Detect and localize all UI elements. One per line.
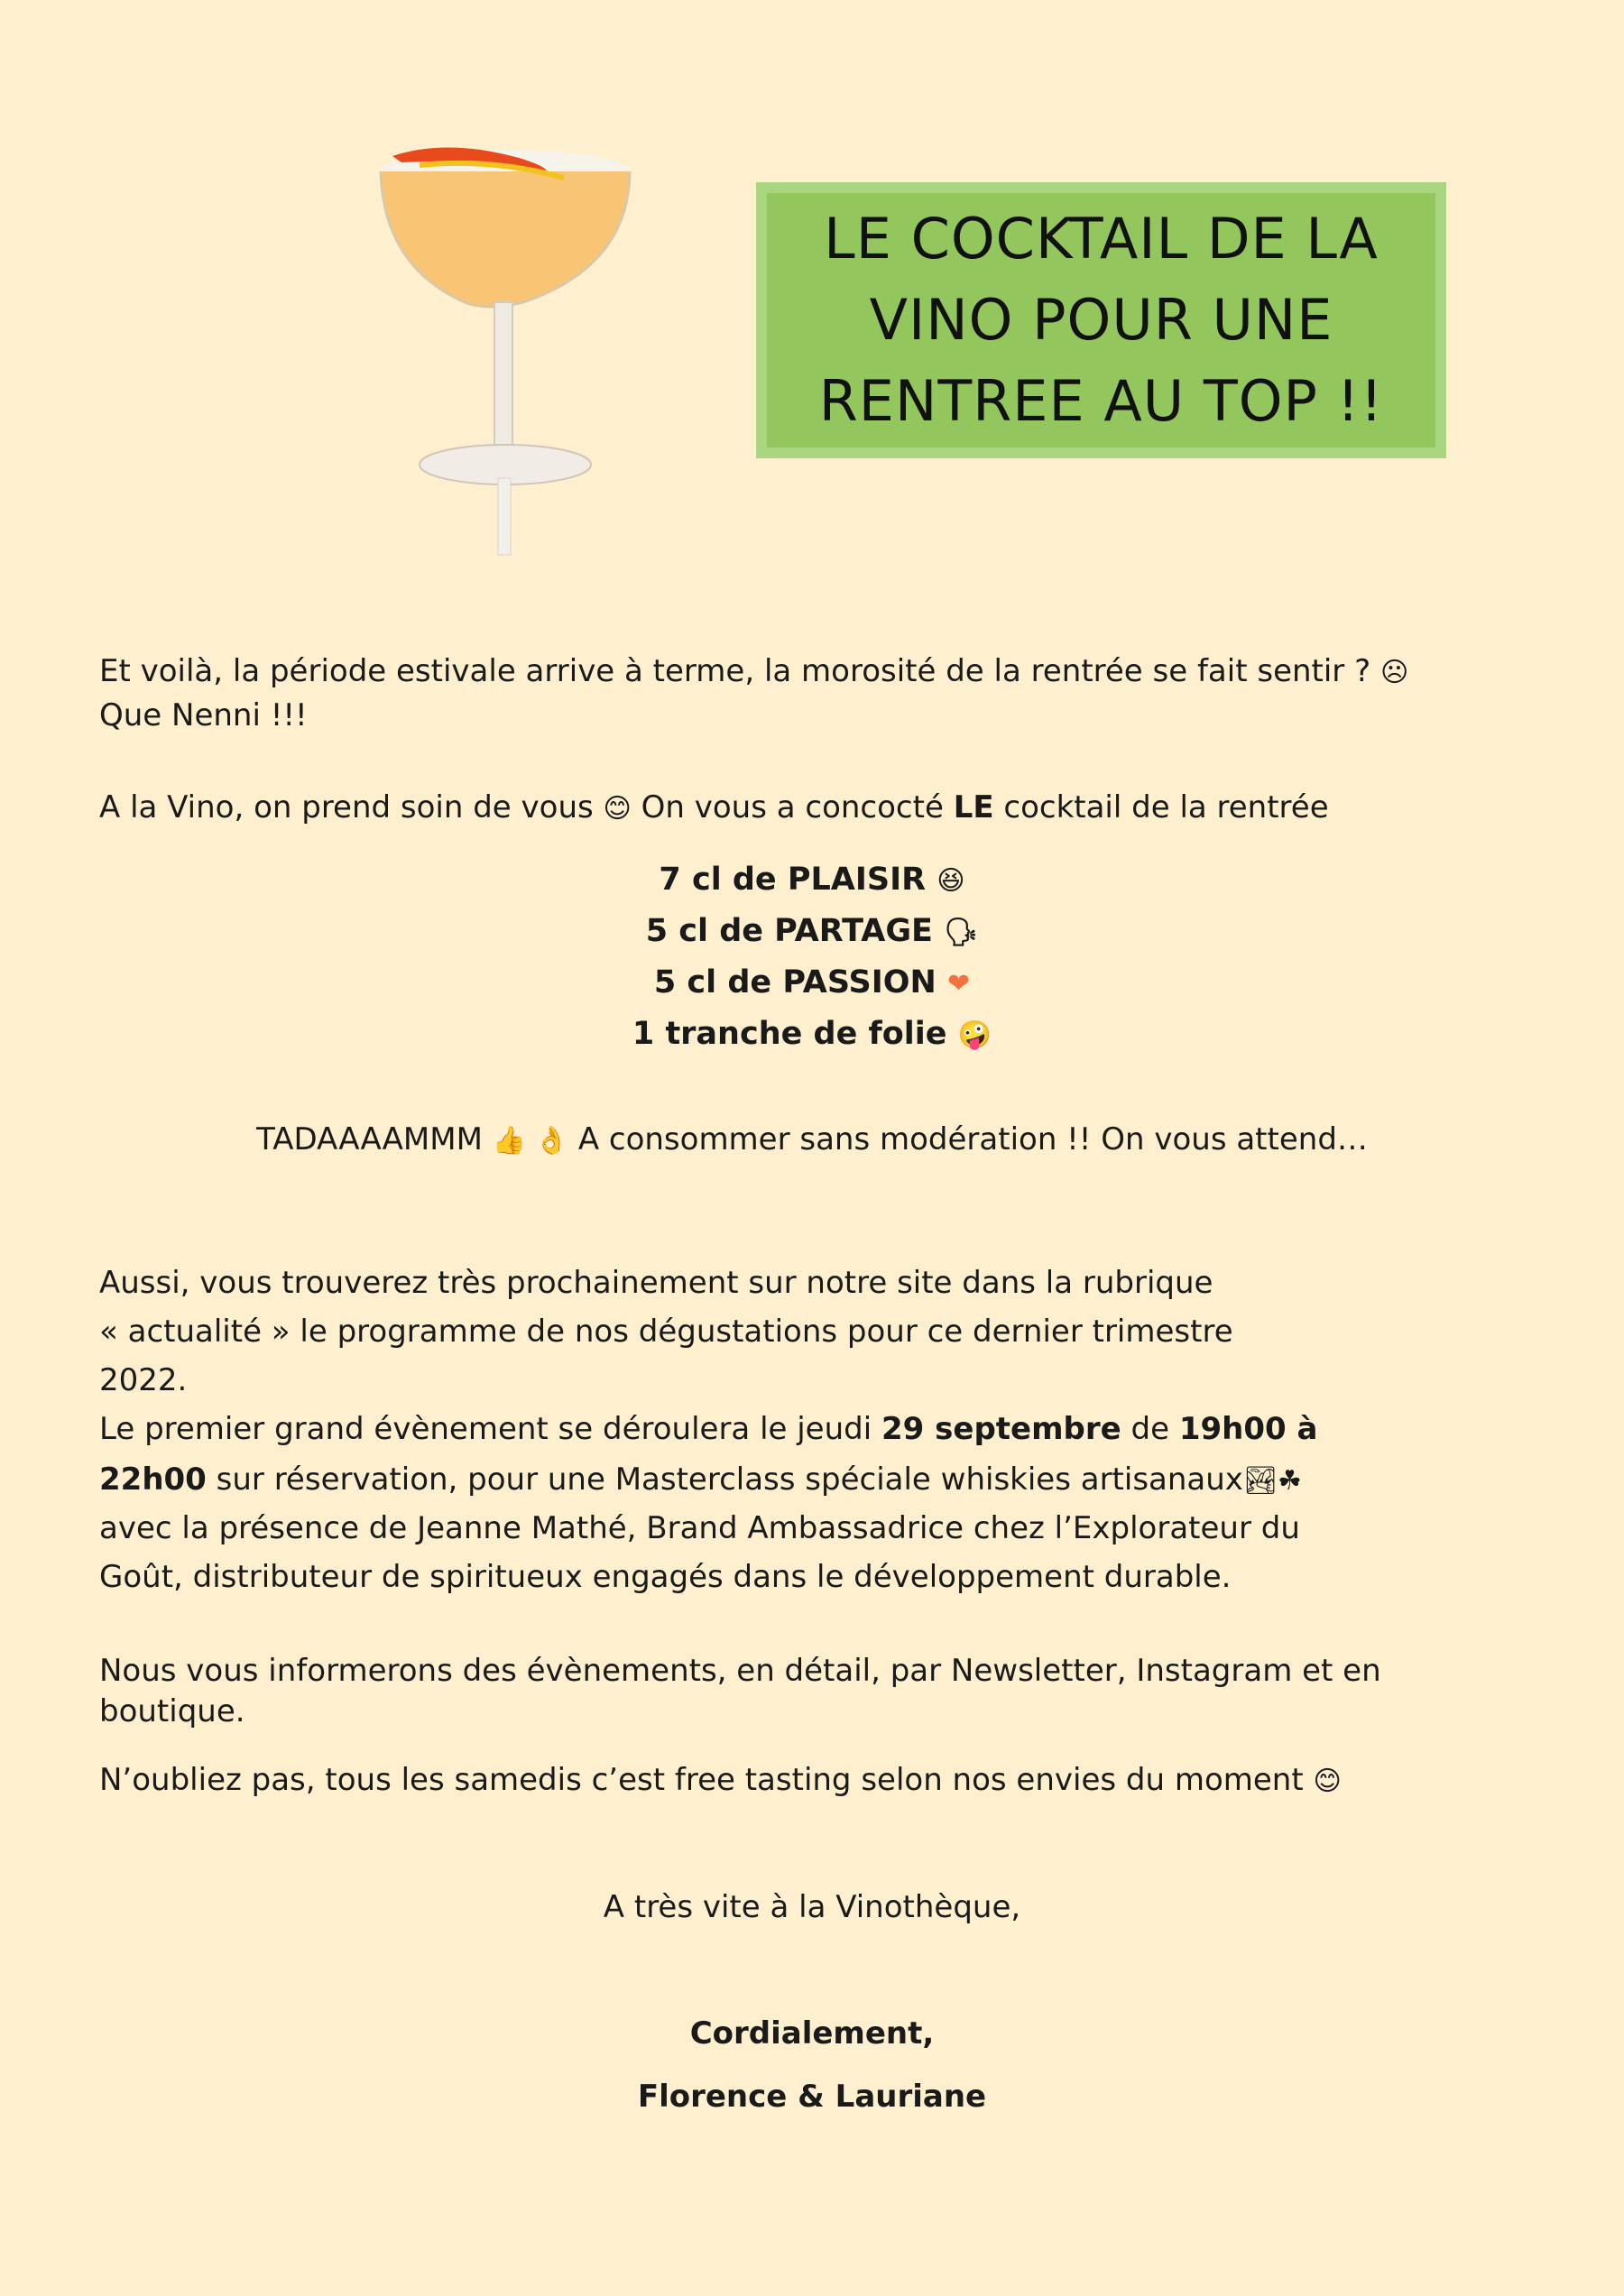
inform-line-2: boutique. xyxy=(99,1693,245,1729)
inform-line-1: Nous vous informerons des évènements, en détail, par Newsletter, Instagram et en xyxy=(99,1653,1381,1689)
saturday-line: N’oubliez pas, tous les samedis c’est free tasting selon nos envies du moment 😊 xyxy=(99,1757,1529,1805)
smile-icon: 😊 xyxy=(1313,1766,1342,1797)
intro-line-1: Et voilà, la période estivale arrive à terme, la morosité de la rentrée se fait sentir ? ☹ xyxy=(99,648,1529,696)
laughing-face-icon: 😆 xyxy=(937,864,965,897)
thumbs-ok-icons: 👍 👌 xyxy=(492,1125,568,1157)
event-line-3: 2022. xyxy=(99,1362,188,1398)
ingredient-3: 5 cl de PASSION ❤ xyxy=(653,964,971,1000)
speaking-head-icon: 🗣 xyxy=(944,916,979,948)
zany-face-icon: 🤪 xyxy=(957,1019,992,1051)
ingredient-2: 5 cl de PARTAGE 🗣 xyxy=(645,913,979,949)
sad-face-icon: ☹ xyxy=(1379,657,1409,688)
heart-icon: ❤ xyxy=(946,967,971,1000)
event-line-7: Goût, distributeur de spiritueux engagés dans le développement durable. xyxy=(99,1559,1232,1595)
event-line-5: 22h00 sur réservation, pour une Masterclass spéciale whiskies artisanaux🏞☘ xyxy=(99,1456,1529,1505)
intro-line-2: Que Nenni !!! xyxy=(99,697,308,733)
page-title: LE COCKTAIL DE LA VINO POUR UNE RENTREE AU TOP !! xyxy=(818,206,1384,434)
ingredient-1: 7 cl de PLAISIR 😆 xyxy=(659,862,965,898)
signature-line: Florence & Lauriane xyxy=(637,2079,987,2115)
event-line-6: avec la présence de Jeanne Mathé, Brand Ambassadrice chez l’Explorateur du xyxy=(99,1510,1300,1546)
care-line: A la Vino, on prend soin de vous 😊 On vous a concocté LE cocktail de la rentrée xyxy=(99,784,1529,833)
event-line-1: Aussi, vous trouverez très prochainement sur notre site dans la rubrique xyxy=(99,1265,1213,1301)
event-line-2: « actualité » le programme de nos dégustations pour ce dernier trimestre xyxy=(99,1314,1233,1350)
event-line-4: Le premier grand évènement se déroulera le jeudi 29 septembre de 19h00 à xyxy=(99,1411,1318,1447)
regards-line: Cordialement, xyxy=(689,2015,935,2052)
ingredient-4: 1 tranche de folie 🤪 xyxy=(632,1016,992,1052)
title-banner xyxy=(756,182,1446,458)
smile-icon: 😊 xyxy=(603,793,632,825)
closing-line: A très vite à la Vinothèque, xyxy=(603,1889,1021,1925)
landscape-shamrock-icons: 🏞☘ xyxy=(1242,1465,1302,1497)
cocktail-glass-image xyxy=(365,131,645,559)
tada-line: TADAAAAMMM 👍 👌 A consommer sans modération !! On vous attend… xyxy=(0,1116,1624,1165)
